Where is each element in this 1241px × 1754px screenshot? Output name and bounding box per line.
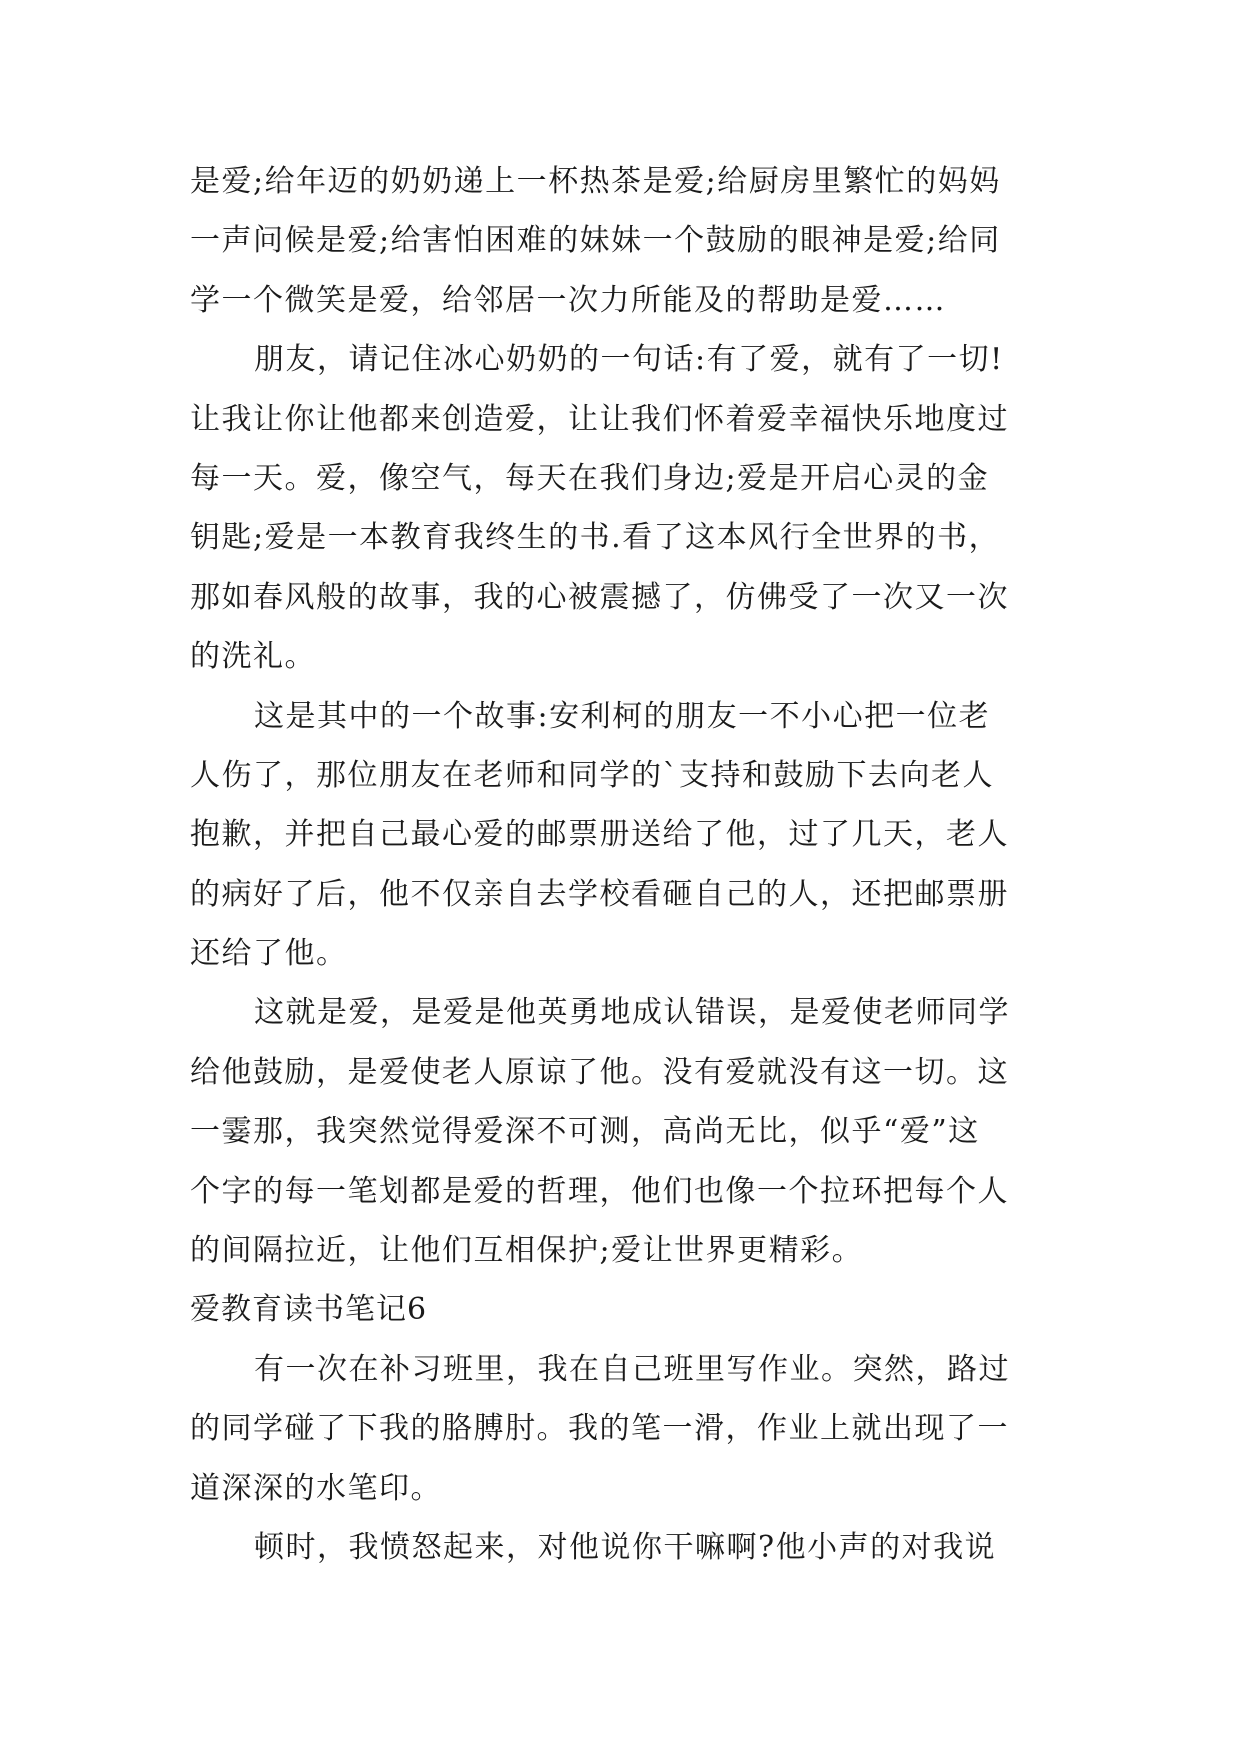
text-line: 人伤了，那位朋友在老师和同学的`支持和鼓励下去向老人 (190, 757, 994, 793)
document-body (190, 152, 1050, 1577)
section-heading: 爱教育读书笔记6 (190, 1292, 428, 1328)
text-line: 学一个微笑是爱，给邻居一次力所能及的帮助是爱…… (190, 282, 946, 318)
text-line: 个字的每一笔划都是爱的哲理，他们也像一个拉环把每个人 (190, 1173, 1009, 1209)
text-line: 的间隔拉近，让他们互相保护;爱让世界更精彩。 (190, 1233, 864, 1269)
text-line: 让我让你让他都来创造爱，让让我们怀着爱幸福快乐地度过 (190, 401, 1009, 437)
text-line: 一霎那，我突然觉得爱深不可测，高尚无比，似乎“爱”这 (190, 1114, 980, 1150)
text-line: 这是其中的一个故事:安利柯的朋友一不小心把一位老 (254, 698, 991, 734)
text-line: 道深深的水笔印。 (190, 1470, 442, 1506)
text-line: 给他鼓励，是爱使老人原谅了他。没有爱就没有这一切。这 (190, 1054, 1009, 1090)
text-line: 那如春风般的故事，我的心被震撼了，仿佛受了一次又一次 (190, 579, 1009, 615)
text-line: 是爱;给年迈的奶奶递上一杯热茶是爱;给厨房里繁忙的妈妈 (190, 164, 1001, 199)
text-line: 有一次在补习班里，我在自己班里写作业。突然，路过 (254, 1351, 1010, 1387)
text-line: 的洗礼。 (190, 639, 316, 675)
text-line: 这就是爱，是爱是他英勇地成认错误，是爱使老师同学 (254, 995, 1010, 1031)
text-line: 的同学碰了下我的胳膊肘。我的笔一滑，作业上就出现了一 (190, 1411, 1009, 1447)
text-line: 每一天。爱，像空气，每天在我们身边;爱是开启心灵的金 (190, 460, 990, 496)
text-line: 还给了他。 (190, 936, 348, 972)
text-line: 的病好了后，他不仅亲自去学校看砸自己的人，还把邮票册 (190, 876, 1009, 912)
text-line: 顿时，我愤怒起来，对他说你干嘛啊?他小声的对我说 (254, 1529, 997, 1565)
text-line: 抱歉，并把自己最心爱的邮票册送给了他，过了几天，老人 (190, 817, 1009, 853)
text-line: 一声问候是爱;给害怕困难的妹妹一个鼓励的眼神是爱;给同 (190, 223, 1001, 259)
text-line: 朋友，请记住冰心奶奶的一句话:有了爱，就有了一切! (254, 342, 1004, 378)
text-line: 钥匙;爱是一本教育我终生的书.看了这本风行全世界的书， (190, 520, 1001, 556)
